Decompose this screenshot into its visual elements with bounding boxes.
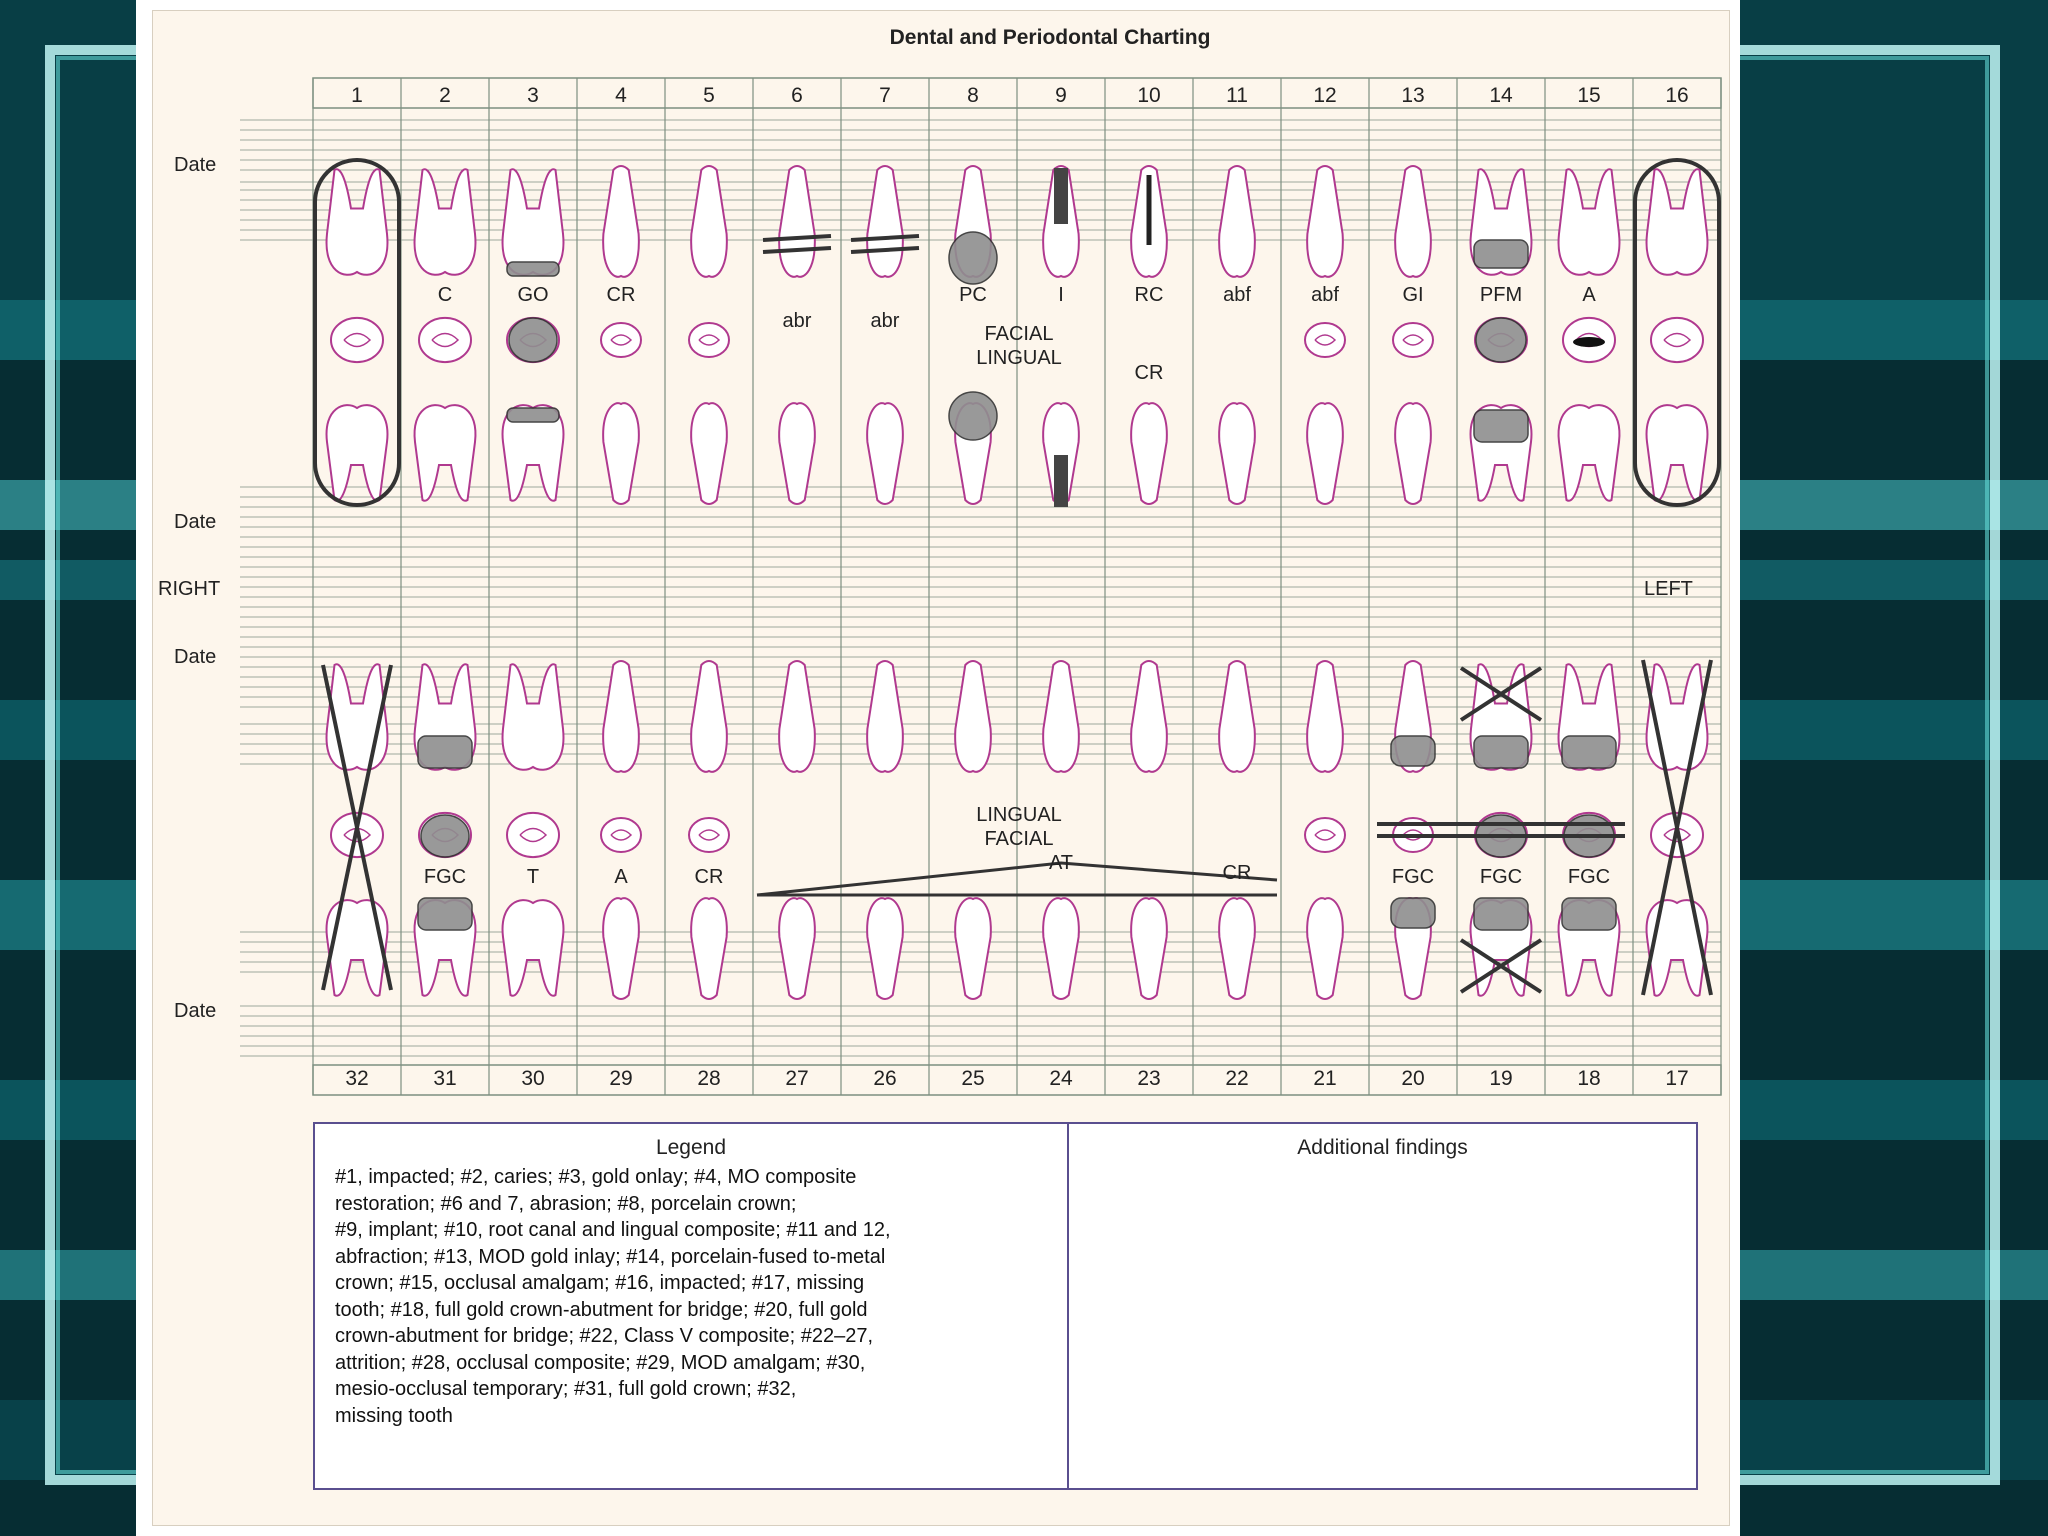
legend-divider (1067, 1124, 1069, 1488)
tooth-number-29: 29 (609, 1067, 633, 1090)
upper-surface-label-facial: FACIAL (984, 323, 1054, 345)
upper-occlusal-2 (419, 318, 471, 362)
upper-tooth-facial-15 (1559, 169, 1620, 275)
occlusal-outline (689, 818, 729, 852)
lower-tooth-facial-26 (867, 898, 903, 999)
lower-tooth-lingual-24 (1043, 661, 1079, 772)
tooth-outline (1647, 900, 1708, 996)
tooth-outline (503, 169, 564, 275)
tooth-number-4: 4 (615, 84, 627, 107)
restoration-19-facial (1474, 898, 1528, 930)
upper-occlusal-1 (331, 318, 383, 362)
restoration-14-occlusal (1476, 318, 1526, 362)
tooth-outline (1395, 403, 1431, 504)
lower-tooth-lingual-27 (779, 661, 815, 772)
occlusal-outline (1305, 818, 1345, 852)
legend-title: Legend (655, 1136, 727, 1159)
code-11-abf: abf (1223, 284, 1251, 306)
legend-line: #9, implant; #10, root canal and lingual composite; #11 and 12, (335, 1219, 891, 1241)
abrasion-line-7 (851, 236, 919, 240)
tooth-number-27: 27 (785, 1067, 809, 1090)
upper-occlusal-13 (1393, 323, 1433, 357)
upper-tooth-lingual-12 (1307, 403, 1343, 504)
code-10-rc: RC (1134, 284, 1164, 306)
code-13-gi: GI (1402, 284, 1424, 306)
occlusal-outline (1651, 318, 1703, 362)
upper-tooth-facial-1 (327, 169, 388, 275)
code-8-pc: PC (959, 284, 987, 306)
tooth-number-31: 31 (433, 1067, 457, 1090)
tooth-outline (327, 169, 388, 275)
code-29-a: A (614, 866, 628, 888)
tooth-number-32: 32 (345, 1067, 369, 1090)
abrasion-line-7 (851, 248, 919, 252)
upper-surface-label-lingual: LINGUAL (976, 347, 1062, 369)
lower-tooth-lingual-30 (503, 664, 564, 770)
upper-tooth-facial-11 (1219, 166, 1255, 277)
tooth-number-11: 11 (1226, 84, 1248, 107)
occlusal-outline (331, 318, 383, 362)
tooth-outline (415, 169, 476, 275)
tooth-outline (1219, 898, 1255, 999)
tooth-number-24: 24 (1049, 1067, 1073, 1090)
tooth-outline (603, 166, 639, 277)
legend-box (313, 1122, 1698, 1490)
tooth-outline (1219, 166, 1255, 277)
occlusal-outline (419, 318, 471, 362)
occlusal-outline (601, 818, 641, 852)
legend-line: restoration; #6 and 7, abrasion; #8, porcelain crown; (335, 1192, 797, 1215)
tooth-outline (867, 661, 903, 772)
legend-line: missing tooth (335, 1404, 453, 1427)
occlusal-outline (689, 323, 729, 357)
tooth-number-19: 19 (1489, 1067, 1513, 1090)
upper-tooth-lingual-11 (1219, 403, 1255, 504)
legend-line: abfraction; #13, MOD gold inlay; #14, porcelain-fused to-metal (335, 1245, 886, 1268)
upper-tooth-facial-12 (1307, 166, 1343, 277)
code-28-cr: CR (694, 866, 724, 888)
lower-tooth-facial-32 (327, 900, 388, 996)
tooth-outline (503, 900, 564, 996)
tooth-outline (779, 661, 815, 772)
tooth-number-30: 30 (521, 1067, 545, 1090)
chart-title: Dental and Periodontal Charting (889, 26, 1211, 49)
legend-line: #1, impacted; #2, caries; #3, gold onlay; #4, MO composite (335, 1166, 857, 1188)
lower-tooth-facial-28 (691, 898, 727, 999)
tooth-number-13: 13 (1401, 84, 1425, 107)
tooth-number-22: 22 (1225, 1067, 1249, 1090)
date-label-upper-lingual: Date (174, 511, 217, 533)
upper-tooth-facial-3 (503, 169, 564, 275)
upper-occlusal-5 (689, 323, 729, 357)
restoration-8-crown (949, 232, 997, 284)
date-label-lower-facial: Date (174, 1000, 217, 1022)
code-18-fgc: FGC (1567, 866, 1611, 888)
tooth-outline (779, 166, 815, 277)
abrasion-line-6 (763, 248, 831, 252)
date-label-upper: Date (174, 154, 217, 176)
lower-surface-label-facial: FACIAL (984, 828, 1054, 850)
upper-tooth-lingual-13 (1395, 403, 1431, 504)
restoration-3-occlusal (509, 318, 557, 362)
right-label: RIGHT (158, 578, 221, 600)
tooth-outline (779, 898, 815, 999)
upper-occlusal-16 (1651, 318, 1703, 362)
tooth-outline (1131, 898, 1167, 999)
tooth-outline (867, 403, 903, 504)
legend-line: mesio-occlusal temporary; #31, full gold crown; #32, (335, 1378, 797, 1400)
occlusal-outline (1305, 323, 1345, 357)
code-19-fgc: FGC (1479, 866, 1523, 888)
upper-tooth-facial-13 (1395, 166, 1431, 277)
amalgam-15 (1573, 337, 1605, 347)
lower-tooth-lingual-21 (1307, 661, 1343, 772)
code-9-i: I (1058, 284, 1064, 306)
legend-line: attrition; #28, occlusal composite; #29, MOD amalgam; #30, (335, 1351, 866, 1374)
tooth-outline (1307, 403, 1343, 504)
tooth-outline (603, 898, 639, 999)
restoration-3-onlay (507, 262, 559, 276)
tooth-outline (327, 900, 388, 996)
tooth-outline (1307, 661, 1343, 772)
upper-tooth-facial-2 (415, 169, 476, 275)
lower-occlusal-21 (1305, 818, 1345, 852)
implant-9-lower (1054, 455, 1068, 507)
upper-tooth-lingual-15 (1559, 405, 1620, 501)
tooth-outline (867, 898, 903, 999)
implant-9-upper (1054, 168, 1068, 224)
tooth-number-26: 26 (873, 1067, 897, 1090)
tooth-number-15: 15 (1577, 84, 1601, 107)
lower-occlusal-28 (689, 818, 729, 852)
tooth-number-20: 20 (1401, 1067, 1425, 1090)
tooth-number-16: 16 (1665, 84, 1689, 107)
tooth-number-23: 23 (1137, 1067, 1161, 1090)
lower-tooth-lingual-22 (1219, 661, 1255, 772)
upper-tooth-lingual-2 (415, 405, 476, 501)
lower-tooth-facial-24 (1043, 898, 1079, 999)
lower-tooth-facial-22 (1219, 898, 1255, 999)
upper-tooth-lingual-1 (327, 405, 388, 501)
lower-tooth-facial-23 (1131, 898, 1167, 999)
tooth-outline (867, 166, 903, 277)
code-4-cr: CR (606, 284, 636, 306)
tooth-outline (1647, 405, 1708, 501)
upper-tooth-facial-7 (867, 166, 903, 277)
tooth-outline (1131, 403, 1167, 504)
upper-tooth-lingual-5 (691, 403, 727, 504)
upper-tooth-facial-5 (691, 166, 727, 277)
tooth-outline (1219, 403, 1255, 504)
code-3-go: GO (517, 284, 549, 306)
tooth-outline (691, 166, 727, 277)
tooth-outline (1559, 169, 1620, 275)
lower-surface-label-lingual: LINGUAL (976, 804, 1062, 826)
tooth-number-8: 8 (967, 84, 979, 107)
code-14-pfm: PFM (1479, 284, 1523, 306)
upper-tooth-lingual-10 (1131, 403, 1167, 504)
tooth-outline (327, 405, 388, 501)
code-7-abr: abr (870, 310, 900, 332)
tooth-outline (1219, 661, 1255, 772)
occlusal-outline (1393, 323, 1433, 357)
tooth-outline (1559, 405, 1620, 501)
tooth-outline (415, 405, 476, 501)
lower-occlusal-30 (507, 813, 559, 857)
tooth-outline (955, 898, 991, 999)
legend-line: crown-abutment for bridge; #22, Class V composite; #22–27, (335, 1325, 874, 1347)
restoration-20-facial (1391, 898, 1435, 928)
tooth-outline (691, 661, 727, 772)
left-label: LEFT (1644, 578, 1693, 600)
tooth-number-1: 1 (351, 84, 363, 107)
upper-tooth-lingual-4 (603, 403, 639, 504)
restoration-20-lingual (1391, 736, 1435, 766)
restoration-14-lingual (1474, 410, 1528, 442)
occlusal-outline (507, 813, 559, 857)
code-15-a: A (1582, 284, 1596, 306)
tooth-outline (691, 403, 727, 504)
code-22-cr: CR (1222, 862, 1252, 884)
code-6-abr: abr (782, 310, 812, 332)
restoration-31-occlusal (421, 815, 469, 857)
tooth-outline (603, 403, 639, 504)
code-31-fgc: FGC (423, 866, 467, 888)
upper-occlusal-4 (601, 323, 641, 357)
lower-tooth-facial-29 (603, 898, 639, 999)
tooth-outline (1647, 169, 1708, 275)
tooth-outline (1043, 661, 1079, 772)
restoration-19-lingual (1474, 736, 1528, 768)
restoration-18-lingual (1562, 736, 1616, 768)
tooth-number-21: 21 (1313, 1067, 1337, 1090)
lower-tooth-facial-21 (1307, 898, 1343, 999)
upper-tooth-facial-6 (779, 166, 815, 277)
lower-occlusal-29 (601, 818, 641, 852)
abrasion-line-6 (763, 236, 831, 240)
legend-line: crown; #15, occlusal amalgam; #16, impacted; #17, missing (335, 1272, 865, 1294)
restoration-31-lingual (418, 736, 472, 768)
code-30-t: T (526, 866, 540, 888)
tooth-number-5: 5 (703, 84, 715, 107)
upper-tooth-lingual-16 (1647, 405, 1708, 501)
restoration-18-facial (1562, 898, 1616, 930)
lower-tooth-lingual-29 (603, 661, 639, 772)
tooth-number-28: 28 (697, 1067, 721, 1090)
tooth-outline (603, 661, 639, 772)
tooth-number-12: 12 (1313, 84, 1337, 107)
code-2-c: C (437, 284, 453, 306)
code-20-fgc: FGC (1391, 866, 1435, 888)
lower-tooth-facial-25 (955, 898, 991, 999)
restoration-31-facial (418, 898, 472, 930)
tooth-outline (1131, 661, 1167, 772)
tooth-outline (691, 898, 727, 999)
code-10-cr: CR (1134, 362, 1164, 384)
upper-tooth-lingual-7 (867, 403, 903, 504)
restoration-14-crown (1474, 240, 1528, 268)
tooth-outline (1043, 898, 1079, 999)
lower-tooth-lingual-23 (1131, 661, 1167, 772)
lower-tooth-facial-27 (779, 898, 815, 999)
restoration-3-onlay-lingual (507, 408, 559, 422)
upper-tooth-facial-4 (603, 166, 639, 277)
lower-tooth-lingual-25 (955, 661, 991, 772)
tooth-outline (1307, 898, 1343, 999)
tooth-number-17: 17 (1665, 1067, 1689, 1090)
lower-tooth-lingual-28 (691, 661, 727, 772)
tooth-number-14: 14 (1489, 84, 1513, 107)
tooth-number-25: 25 (961, 1067, 985, 1090)
lower-tooth-lingual-26 (867, 661, 903, 772)
tooth-outline (503, 664, 564, 770)
code-12-abf: abf (1311, 284, 1339, 306)
lower-tooth-facial-30 (503, 900, 564, 996)
tooth-outline (1395, 166, 1431, 277)
date-label-lower: Date (174, 646, 217, 668)
occlusal-outline (601, 323, 641, 357)
tooth-number-18: 18 (1577, 1067, 1601, 1090)
tooth-number-3: 3 (527, 84, 539, 107)
upper-occlusal-12 (1305, 323, 1345, 357)
tooth-number-6: 6 (791, 84, 803, 107)
tooth-outline (955, 661, 991, 772)
tooth-outline (1307, 166, 1343, 277)
legend-line: tooth; #18, full gold crown-abutment for bridge; #20, full gold (335, 1298, 868, 1321)
tooth-number-10: 10 (1137, 84, 1161, 107)
additional-findings-title: Additional findings (1297, 1136, 1468, 1159)
tooth-number-2: 2 (439, 84, 451, 107)
legend-text (335, 1164, 1050, 1429)
tooth-number-9: 9 (1055, 84, 1067, 107)
upper-tooth-lingual-6 (779, 403, 815, 504)
lower-tooth-facial-17 (1647, 900, 1708, 996)
tooth-outline (779, 403, 815, 504)
tooth-number-7: 7 (879, 84, 891, 107)
restoration-8-crown-lingual (949, 392, 997, 440)
code-24-at: AT (1048, 852, 1074, 874)
upper-tooth-facial-16 (1647, 169, 1708, 275)
